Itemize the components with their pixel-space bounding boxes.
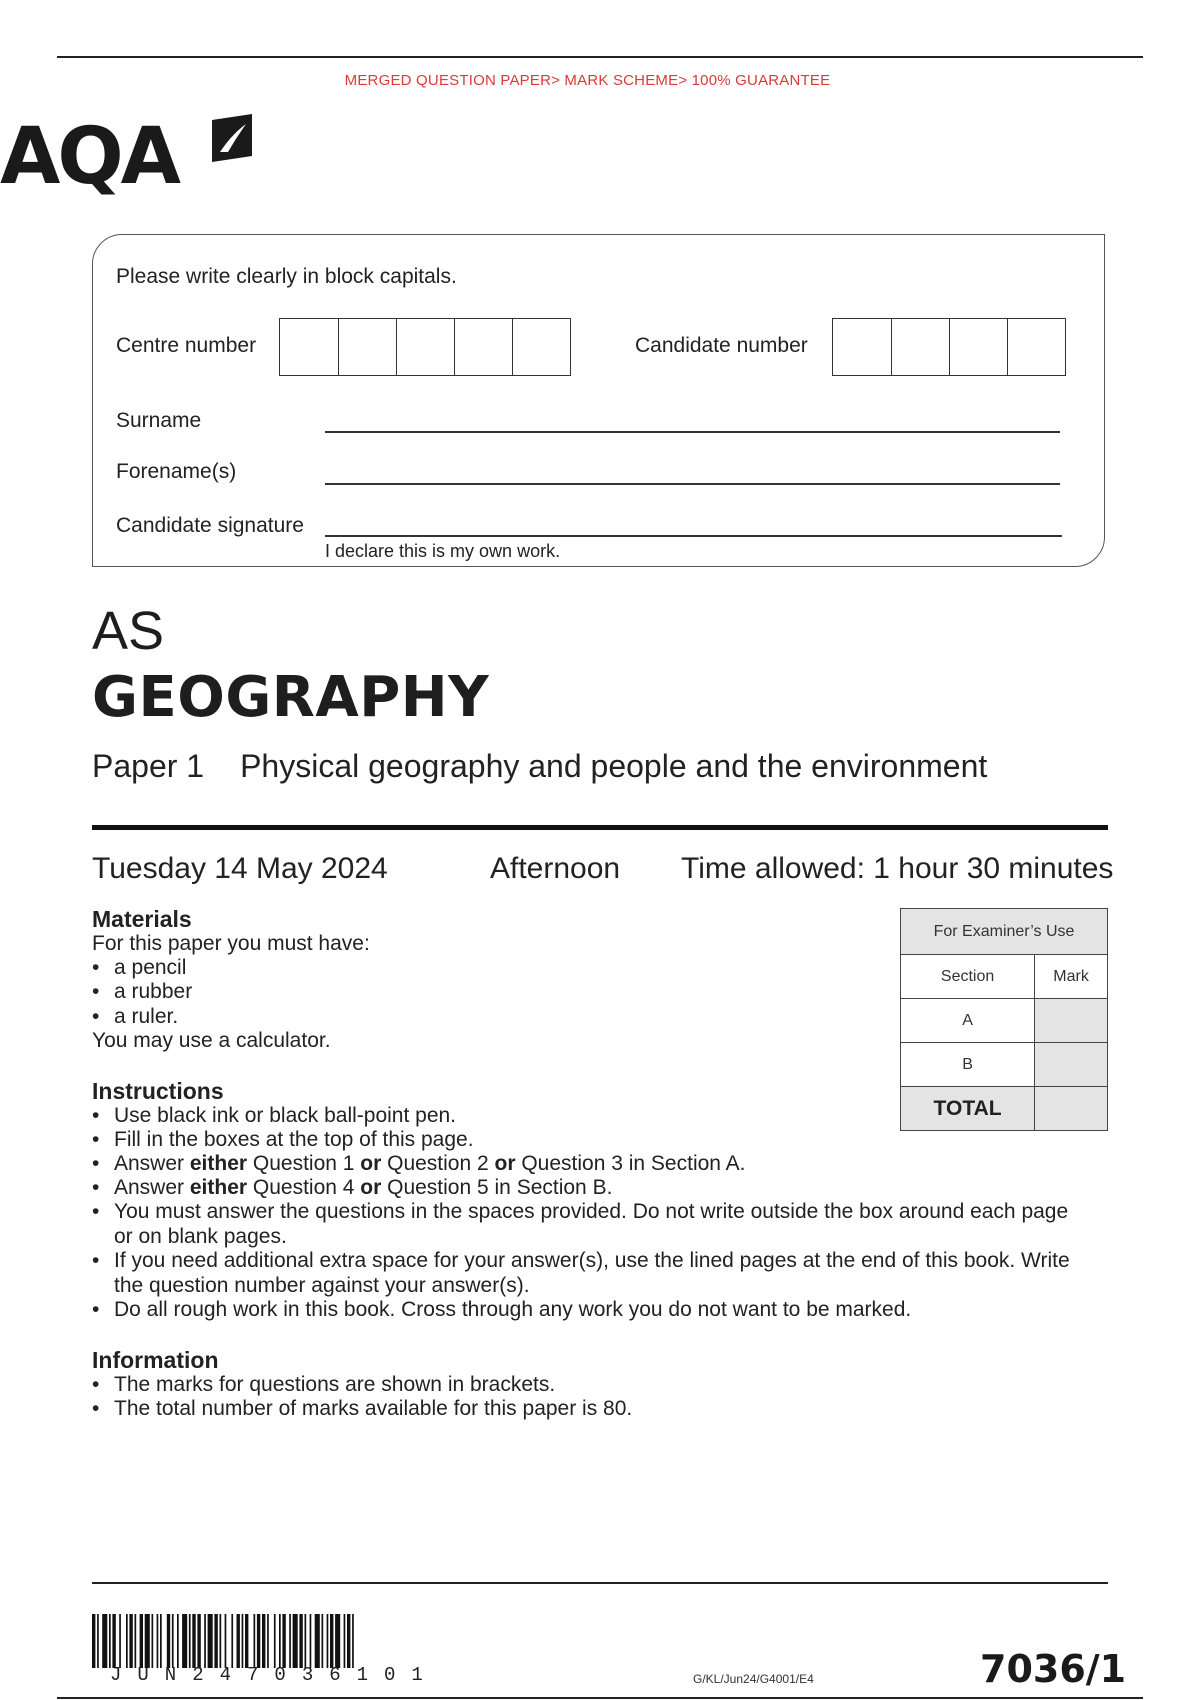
mark-column-header: Mark — [1035, 955, 1108, 999]
materials-intro: For this paper you must have: — [92, 932, 370, 955]
declaration-text: I declare this is my own work. — [325, 541, 561, 561]
centre-number-input[interactable] — [279, 318, 571, 376]
footer-rule — [92, 1582, 1108, 1584]
divider-rule — [92, 825, 1108, 830]
barcode — [92, 1614, 474, 1668]
information-heading: Information — [92, 1347, 219, 1373]
list-item: • Answer either Question 4 or Question 5 in Section B. — [92, 1176, 613, 1199]
list-item: • The total number of marks available for this paper is 80. — [92, 1397, 633, 1420]
aqa-flag-mark-icon — [202, 112, 258, 172]
list-item: • If you need additional extra space for your answer(s), use the lined pages at the end of this book. Write the question number against your answer(s). — [92, 1249, 1070, 1297]
list-item: • You must answer the questions in the spaces provided. Do not write outside the box around each page or on blank pages. — [92, 1200, 1069, 1248]
centre-number-label: Centre number — [116, 334, 257, 357]
banner-text: MERGED QUESTION PAPER> MARK SCHEME> 100% GUARANTEE — [344, 72, 831, 89]
digit-box[interactable] — [891, 319, 949, 375]
section-a-label: A — [901, 999, 1035, 1043]
paper-title: Physical geography and people and the environment — [240, 748, 988, 784]
examiner-table-title: For Examiner’s Use — [901, 909, 1108, 955]
list-item: • Do all rough work in this book. Cross through any work you do not want to be marked. — [92, 1298, 912, 1321]
form-instruction: Please write clearly in block capitals. — [116, 265, 457, 288]
section-column-header: Section — [901, 955, 1035, 999]
exam-date: Tuesday 14 May 2024 — [92, 852, 388, 885]
candidate-number-label: Candidate number — [635, 334, 808, 357]
bottom-rule — [57, 1697, 1143, 1699]
time-allowed: Time allowed: 1 hour 30 minutes — [681, 852, 1114, 885]
digit-box[interactable] — [1007, 319, 1065, 375]
subject-title: GEOGRAPHY — [92, 665, 490, 730]
paper-reference: G/KL/Jun24/G4001/E4 — [693, 1672, 814, 1686]
list-item: • The marks for questions are shown in brackets. — [92, 1373, 556, 1396]
paper-code: 7036/1 — [980, 1647, 1127, 1691]
materials-note: You may use a calculator. — [92, 1029, 331, 1052]
list-item: • a pencil — [92, 956, 187, 979]
forename-label: Forename(s) — [116, 460, 237, 483]
exam-session: Afternoon — [490, 852, 621, 885]
signature-label: Candidate signature — [116, 514, 304, 537]
list-item: • a ruler. — [92, 1005, 179, 1028]
section-b-label: B — [901, 1043, 1035, 1087]
digit-box[interactable] — [280, 319, 338, 375]
surname-label: Surname — [116, 409, 202, 432]
signature-field[interactable] — [325, 535, 1062, 537]
section-a-mark — [1035, 999, 1108, 1043]
list-item: • a rubber — [92, 980, 193, 1003]
list-item: • Answer either Question 1 or Question 2 or Question 3 in Section A. — [92, 1152, 746, 1175]
digit-box[interactable] — [833, 319, 891, 375]
materials-heading: Materials — [92, 906, 192, 932]
surname-field[interactable] — [325, 431, 1060, 433]
digit-box[interactable] — [338, 319, 396, 375]
candidate-number-input[interactable] — [832, 318, 1066, 376]
section-b-mark — [1035, 1043, 1108, 1087]
digit-box[interactable] — [512, 319, 570, 375]
total-label: TOTAL — [901, 1087, 1035, 1131]
list-item: • Fill in the boxes at the top of this page. — [92, 1128, 474, 1151]
instructions-heading: Instructions — [92, 1078, 224, 1104]
forename-field[interactable] — [325, 483, 1060, 485]
paper-title-line — [92, 748, 987, 785]
paper-number: Paper 1 — [92, 748, 205, 784]
top-rule — [57, 56, 1143, 58]
digit-box[interactable] — [949, 319, 1007, 375]
examiner-use-table — [900, 908, 1108, 1131]
digit-box[interactable] — [396, 319, 454, 375]
aqa-logo — [0, 112, 270, 212]
list-item: • Use black ink or black ball-point pen. — [92, 1104, 457, 1127]
logo-text: AQA — [0, 112, 179, 202]
total-mark — [1035, 1087, 1108, 1131]
digit-box[interactable] — [454, 319, 512, 375]
qualification-level: AS — [92, 601, 165, 661]
barcode-text: JUN247036101 — [110, 1664, 439, 1686]
